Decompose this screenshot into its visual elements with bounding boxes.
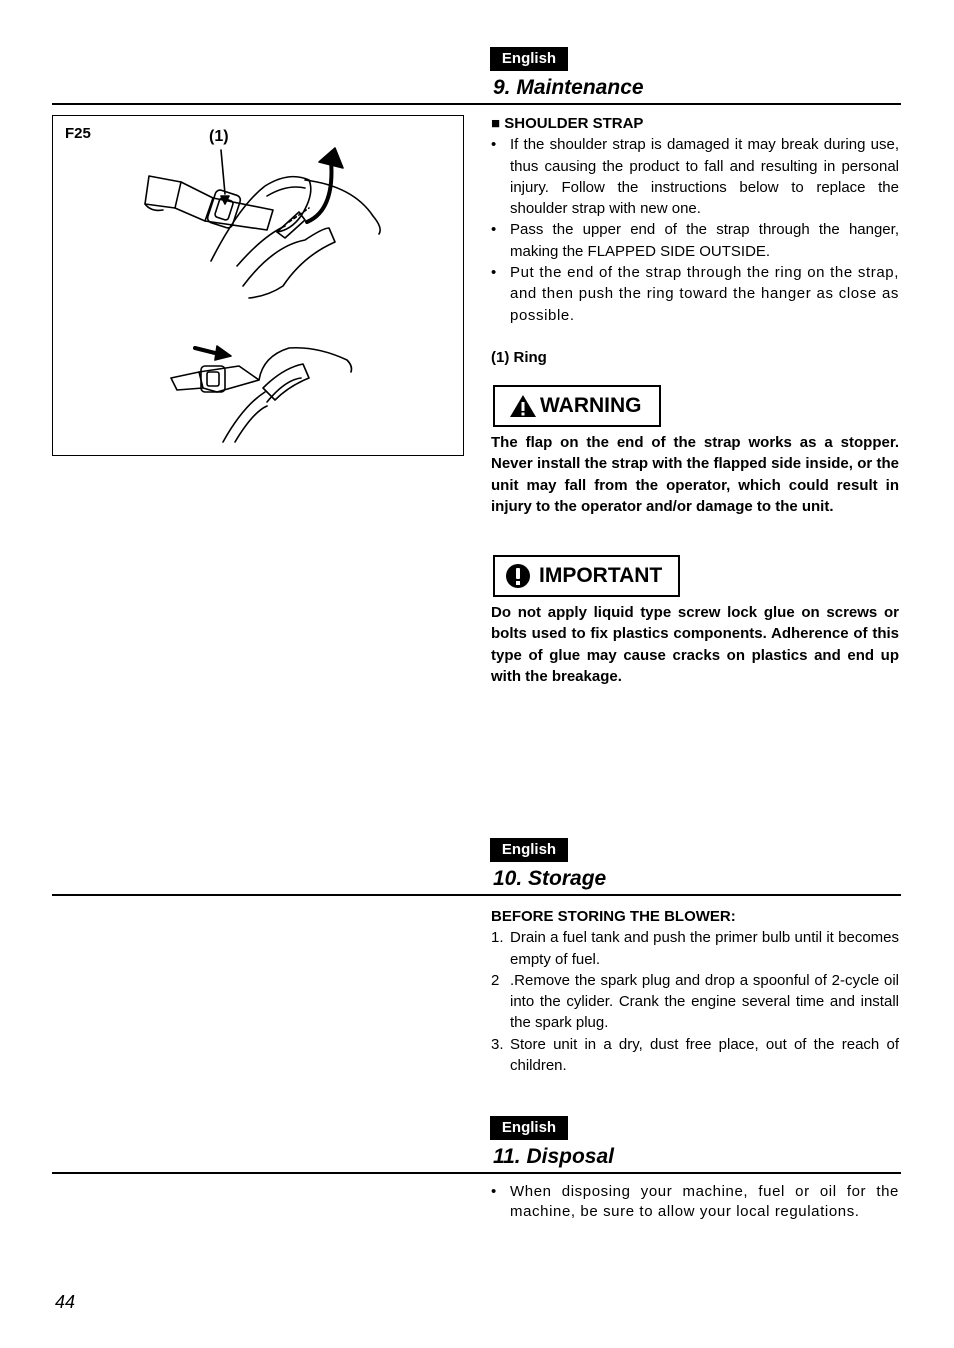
section-rule — [52, 894, 901, 896]
list-item — [491, 134, 899, 219]
page-number: 44 — [55, 1292, 76, 1312]
warning-triangle-icon — [509, 394, 537, 418]
section-title-disposal: 11. Disposal — [493, 1145, 614, 1168]
list-item — [491, 970, 899, 1034]
section-title-maintenance: 9. Maintenance — [493, 76, 644, 99]
important-label: IMPORTANT — [539, 564, 663, 587]
step-text: Drain a fuel tank and push the primer bulb until it becomes empty of fuel. — [510, 929, 899, 968]
subheading-label: SHOULDER STRAP — [504, 115, 644, 132]
figure-legend: (1) Ring — [491, 349, 547, 366]
step-text: Store unit in a dry, dust free place, out of the reach of children. — [510, 1035, 899, 1075]
language-tag: English — [490, 1116, 568, 1140]
list-item — [491, 1182, 899, 1222]
list-item — [491, 219, 899, 262]
bullet-text: If the shoulder strap is damaged it may break during use, thus causing the product to fall and resulting in personal injury. Follow the instructions below to replace the shoulder strap with new one. — [510, 136, 899, 218]
strap-illustration — [53, 116, 463, 455]
language-tag: English — [490, 47, 568, 71]
language-tag: English — [490, 838, 568, 862]
figure-id: F25 — [65, 125, 91, 142]
warning-box — [493, 385, 661, 427]
step-number: 1. — [491, 929, 504, 947]
storage-text — [491, 906, 899, 1076]
storage-subheading: BEFORE STORING THE BLOWER: — [491, 908, 736, 925]
important-box — [493, 555, 680, 597]
square-bullet-icon: ■ — [491, 115, 501, 132]
list-item — [491, 1034, 899, 1077]
bullet-dot-icon: • — [491, 1183, 497, 1200]
bullet-dot-icon: • — [491, 221, 497, 239]
warning-label: WARNING — [540, 394, 642, 417]
warning-text: The flap on the end of the strap works as a stopper. Never install the strap with the flapped side inside, or the unit may fall from the operator, which could result in injury to the operator and/or damage to the unit. — [491, 434, 899, 515]
section-rule — [52, 103, 901, 105]
figure-callout: (1) — [209, 128, 229, 145]
step-number: 3. — [491, 1035, 504, 1053]
bullet-dot-icon: • — [491, 136, 497, 154]
list-item — [491, 927, 899, 970]
bullet-text: Put the end of the strap through the ring on the strap, and then push the ring toward the hanger as close as possible. — [510, 264, 899, 324]
subheading-shoulder-strap — [491, 113, 899, 134]
step-number: 2 — [491, 971, 500, 989]
disposal-text — [491, 1182, 899, 1222]
step-text: .Remove the spark plug and drop a spoonful of 2-cycle oil into the cylider. Crank the engine several time and install the spark plug. — [510, 971, 899, 1032]
list-item — [491, 262, 899, 326]
important-text — [491, 602, 899, 687]
section-title-storage: 10. Storage — [493, 867, 607, 890]
bullet-dot-icon: • — [491, 264, 497, 282]
important-text-body: Do not apply liquid type screw lock glue on screws or bolts used to fix plastics components. Adherence of this type of glue may cause cracks on plastics and end up with the breakage. — [491, 604, 899, 685]
bullet-text: Pass the upper end of the strap through the hanger, making the FLAPPED SIDE OUTSIDE. — [510, 221, 899, 260]
bullet-text: When disposing your machine, fuel or oil for the machine, be sure to allow your local regulations. — [510, 1183, 899, 1220]
maintenance-text — [491, 113, 899, 326]
exclamation-circle-icon — [505, 563, 531, 589]
section-rule — [52, 1172, 901, 1174]
figure-shoulder-strap — [52, 115, 464, 456]
